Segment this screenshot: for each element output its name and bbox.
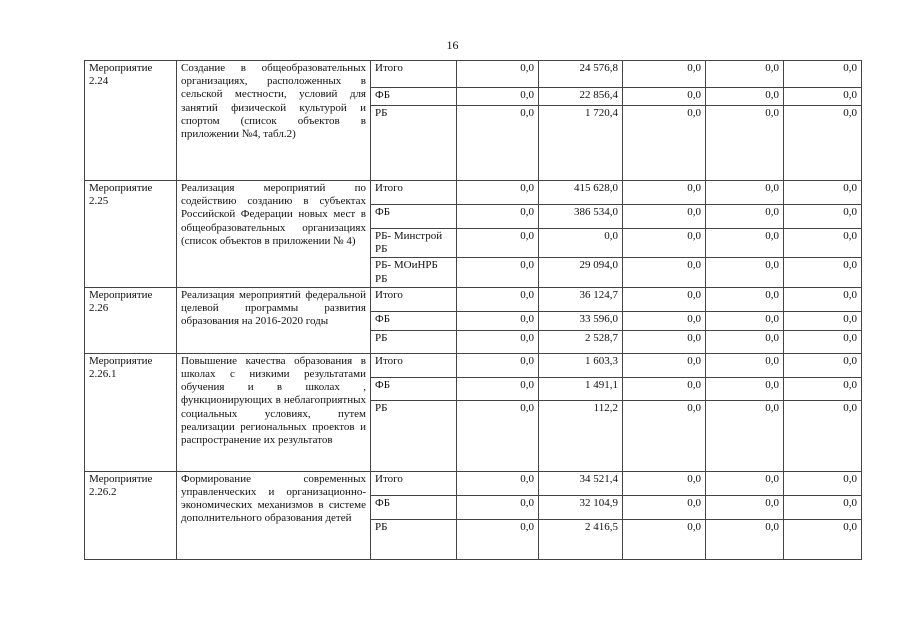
- amount-cell: 0,0: [784, 311, 862, 330]
- funding-source: РБ: [371, 106, 457, 181]
- amount-cell: 36 124,7: [539, 287, 623, 311]
- amount-cell: 0,0: [706, 471, 784, 495]
- amount-cell: 0,0: [457, 471, 539, 495]
- funding-source: РБ: [371, 400, 457, 471]
- amount-cell: 0,0: [623, 287, 706, 311]
- measure-code: Мероприятие 2.26.2: [85, 471, 177, 559]
- amount-cell: 0,0: [457, 495, 539, 519]
- table-row: [85, 287, 862, 311]
- amount-cell: 0,0: [706, 495, 784, 519]
- table-row: [85, 471, 862, 495]
- measure-description: Создание в общеобразовательных организациях, расположенных в сельской местности, условий для занятий физической культурой и спортом (список объектов в приложении №4, табл.2): [177, 61, 371, 181]
- amount-cell: 0,0: [457, 229, 539, 258]
- amount-cell: 0,0: [457, 88, 539, 106]
- amount-cell: 0,0: [457, 181, 539, 205]
- amount-cell: 386 534,0: [539, 205, 623, 229]
- amount-cell: 0,0: [623, 353, 706, 377]
- amount-cell: 112,2: [539, 400, 623, 471]
- table-row: [85, 181, 862, 205]
- amount-cell: 0,0: [784, 181, 862, 205]
- amount-cell: 0,0: [706, 205, 784, 229]
- amount-cell: 0,0: [623, 377, 706, 400]
- amount-cell: 0,0: [784, 377, 862, 400]
- budget-table: [84, 60, 862, 560]
- amount-cell: 33 596,0: [539, 311, 623, 330]
- amount-cell: 0,0: [706, 330, 784, 353]
- amount-cell: 0,0: [457, 377, 539, 400]
- funding-source: РБ: [371, 330, 457, 353]
- amount-cell: 0,0: [706, 353, 784, 377]
- amount-cell: 0,0: [784, 88, 862, 106]
- amount-cell: 0,0: [457, 258, 539, 287]
- amount-cell: 1 491,1: [539, 377, 623, 400]
- amount-cell: 0,0: [784, 330, 862, 353]
- amount-cell: 0,0: [457, 400, 539, 471]
- amount-cell: 0,0: [623, 106, 706, 181]
- funding-source: РБ- Минстрой РБ: [371, 229, 457, 258]
- amount-cell: 29 094,0: [539, 258, 623, 287]
- amount-cell: 1 603,3: [539, 353, 623, 377]
- measure-code: Мероприятие 2.25: [85, 181, 177, 288]
- amount-cell: 0,0: [706, 88, 784, 106]
- amount-cell: 0,0: [623, 258, 706, 287]
- amount-cell: 0,0: [623, 519, 706, 559]
- funding-source: Итого: [371, 471, 457, 495]
- funding-source: Итого: [371, 287, 457, 311]
- amount-cell: 1 720,4: [539, 106, 623, 181]
- funding-source: РБ- МОиНРБ РБ: [371, 258, 457, 287]
- amount-cell: 0,0: [623, 471, 706, 495]
- funding-source: Итого: [371, 181, 457, 205]
- amount-cell: 34 521,4: [539, 471, 623, 495]
- table-row: [85, 353, 862, 377]
- table-row: [85, 61, 862, 88]
- funding-source: ФБ: [371, 311, 457, 330]
- funding-source: Итого: [371, 353, 457, 377]
- measure-code: Мероприятие 2.24: [85, 61, 177, 181]
- amount-cell: 0,0: [706, 377, 784, 400]
- amount-cell: 0,0: [457, 353, 539, 377]
- funding-source: ФБ: [371, 495, 457, 519]
- amount-cell: 0,0: [623, 330, 706, 353]
- amount-cell: 415 628,0: [539, 181, 623, 205]
- amount-cell: 0,0: [706, 519, 784, 559]
- amount-cell: 0,0: [623, 61, 706, 88]
- amount-cell: 0,0: [706, 258, 784, 287]
- amount-cell: 0,0: [706, 311, 784, 330]
- funding-source: ФБ: [371, 205, 457, 229]
- amount-cell: 0,0: [623, 205, 706, 229]
- amount-cell: 0,0: [784, 258, 862, 287]
- amount-cell: 0,0: [623, 495, 706, 519]
- amount-cell: 0,0: [706, 181, 784, 205]
- amount-cell: 0,0: [784, 495, 862, 519]
- amount-cell: 0,0: [706, 61, 784, 88]
- amount-cell: 0,0: [623, 229, 706, 258]
- amount-cell: 0,0: [457, 106, 539, 181]
- amount-cell: 0,0: [784, 229, 862, 258]
- page-number: 16: [446, 38, 459, 52]
- amount-cell: 0,0: [623, 181, 706, 205]
- measure-code: Мероприятие 2.26.1: [85, 353, 177, 471]
- amount-cell: 0,0: [539, 229, 623, 258]
- amount-cell: 0,0: [784, 106, 862, 181]
- amount-cell: 0,0: [784, 205, 862, 229]
- amount-cell: 0,0: [784, 519, 862, 559]
- amount-cell: 0,0: [457, 330, 539, 353]
- amount-cell: 0,0: [784, 353, 862, 377]
- amount-cell: 2 528,7: [539, 330, 623, 353]
- funding-source: ФБ: [371, 377, 457, 400]
- amount-cell: 0,0: [784, 471, 862, 495]
- funding-source: ФБ: [371, 88, 457, 106]
- amount-cell: 0,0: [784, 400, 862, 471]
- amount-cell: 0,0: [706, 106, 784, 181]
- amount-cell: 0,0: [623, 400, 706, 471]
- funding-source: РБ: [371, 519, 457, 559]
- amount-cell: 0,0: [706, 287, 784, 311]
- amount-cell: 0,0: [706, 229, 784, 258]
- amount-cell: 0,0: [457, 311, 539, 330]
- measure-description: Повышение качества образования в школах с низкими результатами обучения и в школах , функционирующих в неблагоприятных социальных условиях, путем реализации региональных проектов и распространение их результатов: [177, 353, 371, 471]
- amount-cell: 24 576,8: [539, 61, 623, 88]
- measure-description: Реализация мероприятий федеральной целевой программы развития образования на 2016-2020 годы: [177, 287, 371, 353]
- amount-cell: 0,0: [623, 311, 706, 330]
- amount-cell: 0,0: [457, 287, 539, 311]
- measure-code: Мероприятие 2.26: [85, 287, 177, 353]
- funding-source: Итого: [371, 61, 457, 88]
- measure-description: Реализация мероприятий по содействию созданию в субъектах Российской Федерации новых мест в общеобразовательных организациях (список объектов в приложении № 4): [177, 181, 371, 288]
- amount-cell: 0,0: [457, 61, 539, 88]
- amount-cell: 0,0: [706, 400, 784, 471]
- amount-cell: 0,0: [784, 287, 862, 311]
- amount-cell: 32 104,9: [539, 495, 623, 519]
- amount-cell: 0,0: [457, 205, 539, 229]
- amount-cell: 0,0: [784, 61, 862, 88]
- amount-cell: 0,0: [623, 88, 706, 106]
- amount-cell: 2 416,5: [539, 519, 623, 559]
- measure-description: Формирование современных управленческих и организационно-экономических механизмов в системе дополнительного образования детей: [177, 471, 371, 559]
- amount-cell: 22 856,4: [539, 88, 623, 106]
- amount-cell: 0,0: [457, 519, 539, 559]
